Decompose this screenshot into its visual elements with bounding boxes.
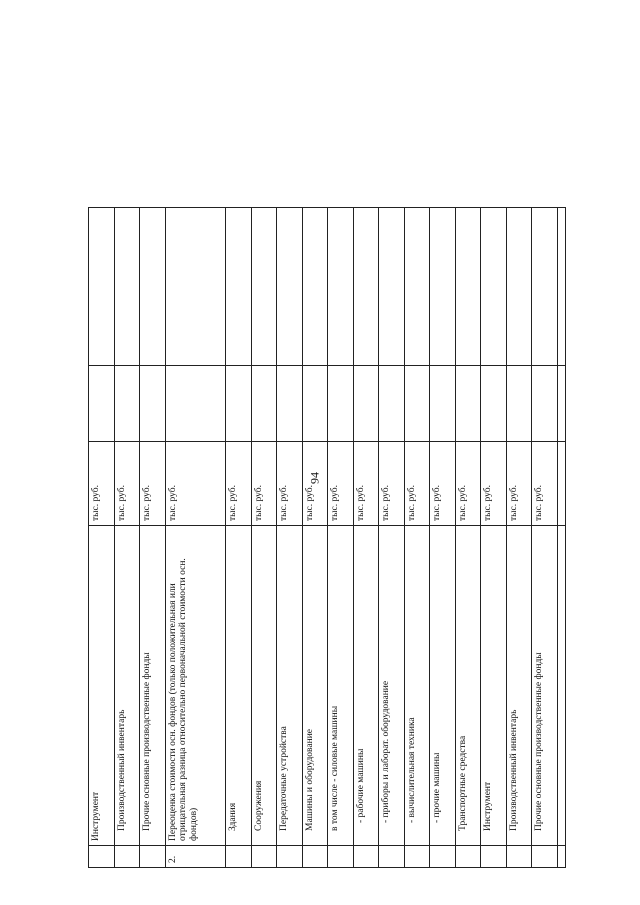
value-cell xyxy=(328,366,354,442)
value-cell xyxy=(430,208,456,366)
table-row xyxy=(506,208,532,868)
unit-cell: тыс. руб. xyxy=(302,442,328,526)
value-cell xyxy=(89,366,115,442)
unit-cell: тыс. руб. xyxy=(165,442,226,526)
table-row xyxy=(404,208,430,868)
value-cell xyxy=(114,208,140,366)
row-number-cell xyxy=(430,846,456,868)
value-cell xyxy=(226,208,252,366)
table-row xyxy=(277,208,303,868)
value-cell xyxy=(379,208,405,366)
value-cell xyxy=(353,366,379,442)
row-number-cell xyxy=(277,846,303,868)
unit-cell: тыс. руб. xyxy=(89,442,115,526)
value-cell xyxy=(430,366,456,442)
value-cell xyxy=(165,208,226,366)
indicator-name-cell: Переоценка стоимости осн. фондов (только положительная или отрицательная разница относительно первоначальной стоимости осн. фондов) xyxy=(165,526,226,846)
indicator-name-cell: - вычислительная техника xyxy=(404,526,430,846)
value-cell xyxy=(328,208,354,366)
value-cell xyxy=(277,366,303,442)
unit-cell: тыс. руб. xyxy=(328,442,354,526)
value-cell xyxy=(557,366,565,442)
indicator-name-cell: в том числе - силовые машины xyxy=(328,526,354,846)
value-cell xyxy=(481,208,507,366)
page-number: 94 xyxy=(307,472,322,484)
unit-cell xyxy=(557,442,565,526)
table-row xyxy=(89,208,115,868)
row-number-cell: 2. xyxy=(165,846,226,868)
table-row xyxy=(455,208,481,868)
value-cell xyxy=(251,208,277,366)
value-cell xyxy=(557,208,565,366)
indicator-name-cell: Сооружения xyxy=(251,526,277,846)
value-cell xyxy=(251,366,277,442)
row-number-cell xyxy=(140,846,166,868)
table-row xyxy=(114,208,140,868)
table-area xyxy=(88,208,566,868)
indicator-name-cell: Здания xyxy=(226,526,252,846)
row-number-cell xyxy=(353,846,379,868)
unit-cell: тыс. руб. xyxy=(226,442,252,526)
value-cell xyxy=(404,366,430,442)
value-cell xyxy=(140,366,166,442)
table-row xyxy=(251,208,277,868)
indicator-name-cell: Производственный инвентарь xyxy=(114,526,140,846)
value-cell xyxy=(532,366,558,442)
row-number-cell xyxy=(226,846,252,868)
table-row xyxy=(165,208,226,868)
unit-cell: тыс. руб. xyxy=(532,442,558,526)
indicator-name-cell: Прочие основные производственные фонды xyxy=(140,526,166,846)
row-number-cell xyxy=(302,846,328,868)
value-cell xyxy=(302,366,328,442)
unit-cell: тыс. руб. xyxy=(481,442,507,526)
table-row xyxy=(140,208,166,868)
indicator-name-cell xyxy=(557,526,565,846)
row-number-cell xyxy=(114,846,140,868)
row-number-cell xyxy=(328,846,354,868)
value-cell xyxy=(165,366,226,442)
value-cell xyxy=(455,208,481,366)
unit-cell: тыс. руб. xyxy=(353,442,379,526)
row-number-cell xyxy=(251,846,277,868)
value-cell xyxy=(302,208,328,366)
value-cell xyxy=(506,366,532,442)
value-cell xyxy=(353,208,379,366)
value-cell xyxy=(114,366,140,442)
fixed-assets-table xyxy=(88,207,566,868)
table-row xyxy=(430,208,456,868)
row-number-cell xyxy=(557,846,565,868)
value-cell xyxy=(379,366,405,442)
indicator-name-cell: Инструмент xyxy=(481,526,507,846)
table-row xyxy=(353,208,379,868)
indicator-name-cell: Прочие основные производственные фонды xyxy=(532,526,558,846)
rotated-table-wrapper xyxy=(88,208,566,868)
unit-cell: тыс. руб. xyxy=(506,442,532,526)
indicator-name-cell: - приборы и лаборат. оборудование xyxy=(379,526,405,846)
row-number-cell xyxy=(404,846,430,868)
unit-cell: тыс. руб. xyxy=(140,442,166,526)
unit-cell: тыс. руб. xyxy=(379,442,405,526)
row-number-cell xyxy=(481,846,507,868)
value-cell xyxy=(140,208,166,366)
table-row xyxy=(557,208,565,868)
indicator-name-cell: Производственный инвентарь xyxy=(506,526,532,846)
table-body xyxy=(89,208,566,868)
table-row xyxy=(481,208,507,868)
indicator-name-cell: Инструмент xyxy=(89,526,115,846)
value-cell xyxy=(532,208,558,366)
indicator-name-cell: Транспортные средства xyxy=(455,526,481,846)
unit-cell: тыс. руб. xyxy=(114,442,140,526)
value-cell xyxy=(506,208,532,366)
unit-cell: тыс. руб. xyxy=(430,442,456,526)
value-cell xyxy=(89,208,115,366)
table-row xyxy=(226,208,252,868)
indicator-name-cell: - рабочие машины xyxy=(353,526,379,846)
indicator-name-cell: Передаточные устройства xyxy=(277,526,303,846)
table-row xyxy=(302,208,328,868)
row-number-cell xyxy=(455,846,481,868)
table-row xyxy=(532,208,558,868)
table-row xyxy=(379,208,405,868)
value-cell xyxy=(404,208,430,366)
value-cell xyxy=(481,366,507,442)
value-cell xyxy=(226,366,252,442)
row-number-cell xyxy=(379,846,405,868)
value-cell xyxy=(455,366,481,442)
row-number-cell xyxy=(532,846,558,868)
indicator-name-cell: Машины и оборудование xyxy=(302,526,328,846)
unit-cell: тыс. руб. xyxy=(277,442,303,526)
row-number-cell xyxy=(89,846,115,868)
unit-cell: тыс. руб. xyxy=(455,442,481,526)
unit-cell: тыс. руб. xyxy=(404,442,430,526)
table-row xyxy=(328,208,354,868)
indicator-name-cell: - прочие машины xyxy=(430,526,456,846)
row-number-cell xyxy=(506,846,532,868)
unit-cell: тыс. руб. xyxy=(251,442,277,526)
value-cell xyxy=(277,208,303,366)
